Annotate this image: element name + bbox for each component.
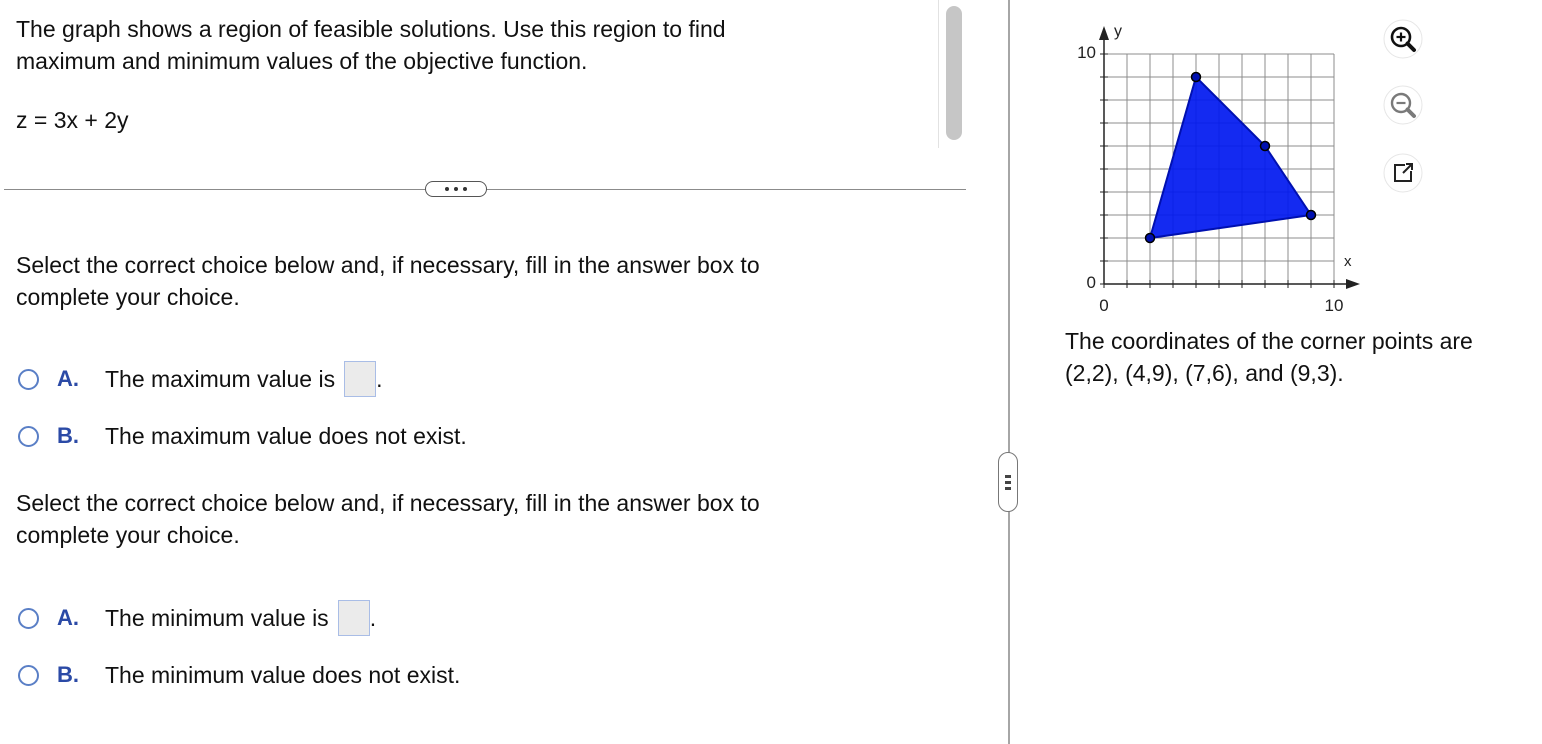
corner-point — [1192, 73, 1201, 82]
min-choice-b-letter: B. — [57, 662, 79, 687]
max-choice-b-radio[interactable] — [18, 426, 39, 447]
min-choice-a-text: The minimum value is — [105, 604, 329, 631]
y-axis-arrow — [1099, 26, 1109, 40]
part1-prompt — [16, 249, 760, 313]
scrollbar-thumb[interactable] — [946, 6, 962, 140]
min-choice-b-radio[interactable] — [18, 665, 39, 686]
part2-prompt-line1: Select the correct choice below and, if necessary, fill in the answer box to — [16, 490, 760, 516]
part1-prompt-line2: complete your choice. — [16, 284, 240, 310]
min-choice-a-period: . — [369, 604, 377, 631]
corner-points-caption-line1: The coordinates of the corner points are — [1065, 328, 1473, 354]
zoom-out-icon — [1383, 85, 1423, 125]
zoom-out-button[interactable] — [1383, 85, 1423, 125]
question-text-line2: maximum and minimum values of the objective function. — [16, 48, 588, 74]
corner-point — [1261, 142, 1270, 151]
corner-points-caption-line2: (2,2), (4,9), (7,6), and (9,3). — [1065, 360, 1344, 386]
corner-point — [1146, 234, 1155, 243]
y-tick-10: 10 — [1077, 43, 1096, 62]
min-choice-b[interactable] — [18, 658, 460, 692]
min-choice-a[interactable] — [18, 601, 376, 635]
x-axis-label: x — [1344, 253, 1352, 270]
max-choice-b-text: The maximum value does not exist. — [105, 422, 467, 449]
min-choice-a-letter: A. — [57, 605, 79, 630]
max-choice-b[interactable] — [18, 419, 467, 453]
feasible-region — [1150, 77, 1311, 238]
question-text-line1: The graph shows a region of feasible solutions. Use this region to find — [16, 16, 726, 42]
zoom-in-icon — [1383, 19, 1423, 59]
scroll-track — [938, 0, 939, 148]
max-choice-a-period: . — [376, 365, 383, 392]
panel-resize-handle[interactable] — [998, 452, 1018, 512]
x-tick-10: 10 — [1324, 296, 1344, 315]
min-value-input[interactable] — [338, 600, 370, 636]
y-tick-0: 0 — [1086, 273, 1096, 292]
max-choice-b-letter: B. — [57, 423, 79, 448]
min-choice-a-radio[interactable] — [18, 608, 39, 629]
popout-button[interactable] — [1383, 153, 1423, 193]
part2-prompt — [16, 487, 760, 551]
max-choice-a[interactable] — [18, 362, 382, 396]
panel-divider — [1008, 0, 1010, 744]
feasible-region-graph — [1064, 18, 1384, 318]
more-options-button[interactable] — [425, 181, 487, 197]
x-axis-arrow — [1346, 279, 1360, 289]
objective-function: z = 3x + 2y — [16, 107, 129, 133]
max-choice-a-radio[interactable] — [18, 369, 39, 390]
max-value-input[interactable] — [344, 361, 376, 397]
x-tick-0: 0 — [1099, 296, 1109, 315]
part2-prompt-line2: complete your choice. — [16, 522, 240, 548]
popout-icon — [1383, 153, 1423, 193]
min-choice-b-text: The minimum value does not exist. — [105, 661, 461, 688]
corner-point — [1307, 211, 1316, 220]
max-choice-a-text: The maximum value is — [105, 365, 336, 392]
y-axis-label: y — [1114, 23, 1122, 40]
zoom-in-button[interactable] — [1383, 19, 1423, 59]
max-choice-a-letter: A. — [57, 366, 79, 391]
part1-prompt-line1: Select the correct choice below and, if necessary, fill in the answer box to — [16, 252, 760, 278]
